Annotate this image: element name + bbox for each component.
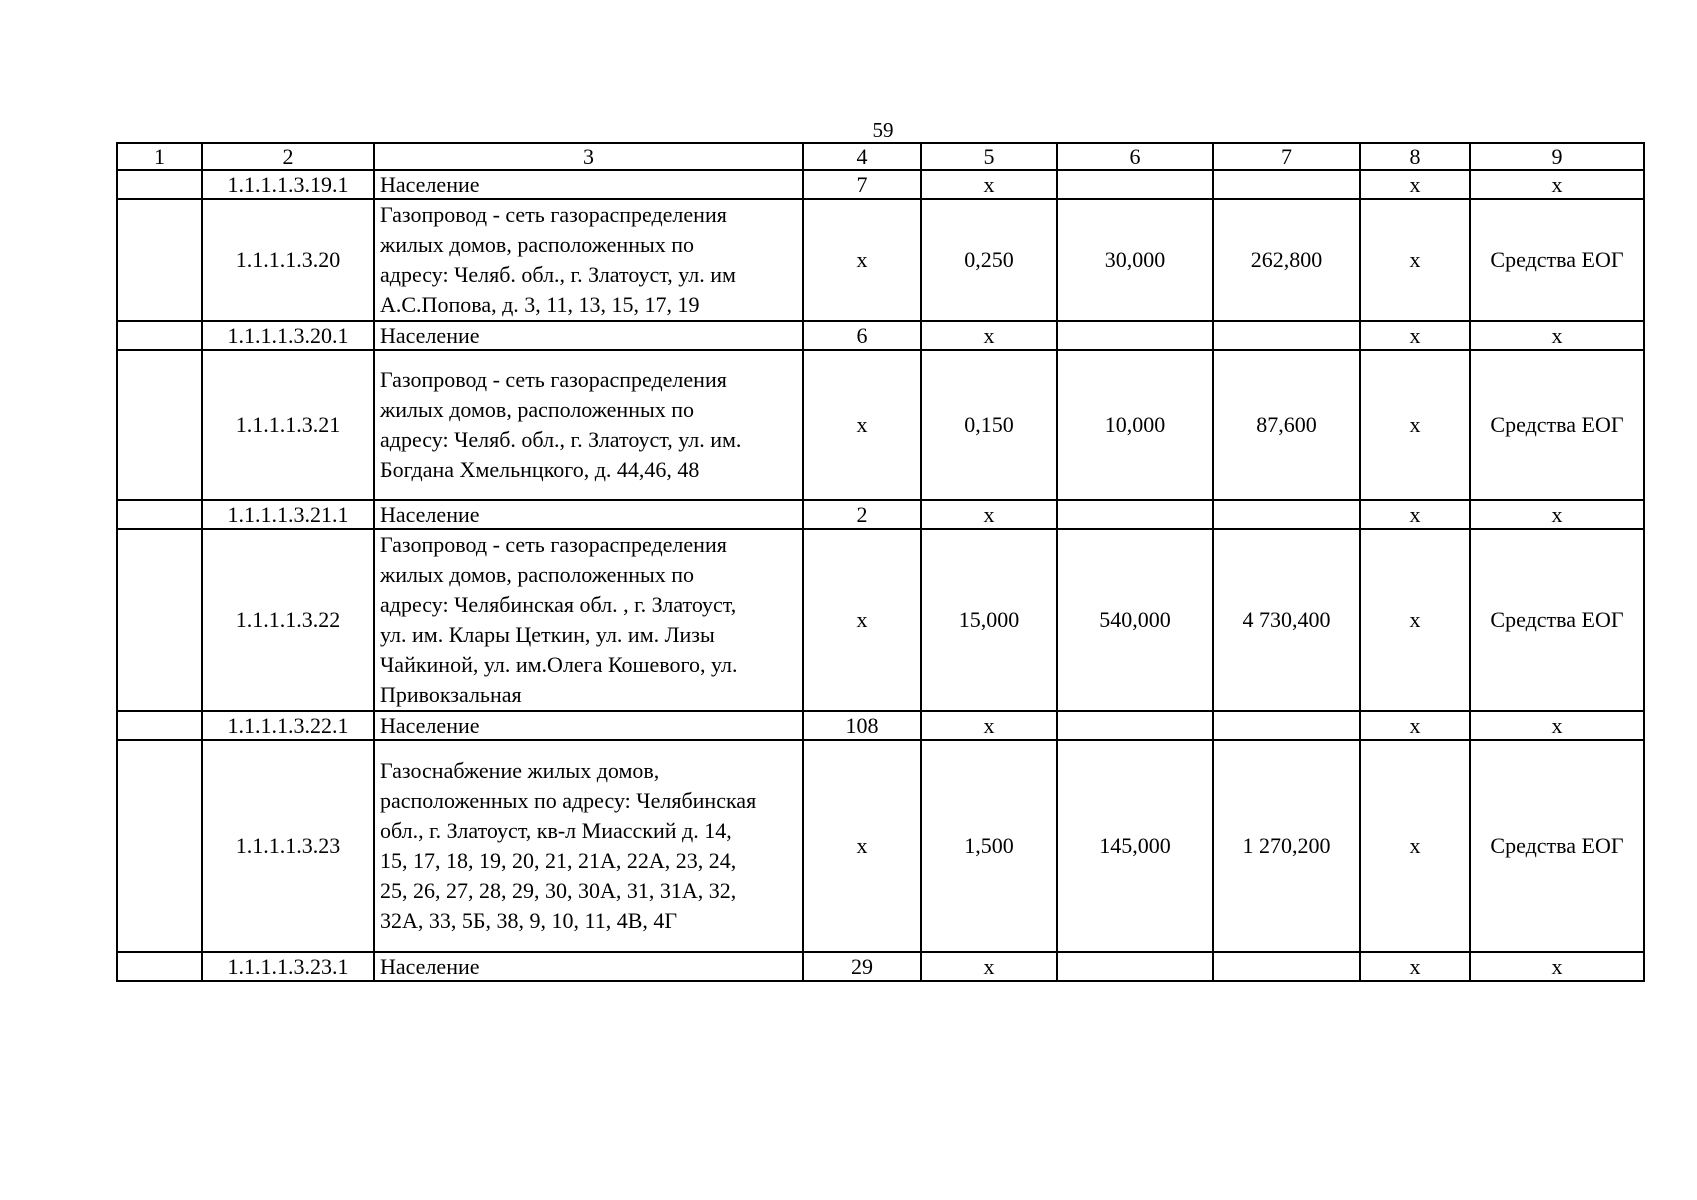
description-line: Население	[380, 953, 480, 979]
col9-cell: Средства ЕОГ	[1470, 529, 1644, 711]
table-row	[117, 321, 1644, 350]
header-cell: 8	[1360, 143, 1470, 170]
code-cell: 1.1.1.1.3.20	[202, 199, 374, 321]
col8-cell: х	[1360, 321, 1470, 350]
description-cell	[374, 170, 803, 199]
col9-cell: Средства ЕОГ	[1470, 350, 1644, 500]
col4-cell: 7	[803, 170, 921, 199]
description-line: Население	[380, 322, 480, 348]
description-line: Чайкиной, ул. им.Олега Кошевого, ул.	[380, 652, 738, 677]
header-row	[117, 143, 1644, 170]
header-cell: 9	[1470, 143, 1644, 170]
table-row	[117, 952, 1644, 981]
col6-cell: 10,000	[1057, 350, 1213, 500]
col7-cell: 4 730,400	[1213, 529, 1360, 711]
code-cell: 1.1.1.1.3.19.1	[202, 170, 374, 199]
col5-cell: х	[921, 170, 1057, 199]
data-table	[116, 142, 1645, 982]
page-number: 59	[872, 118, 894, 142]
description-cell	[374, 711, 803, 740]
col5-cell: х	[921, 500, 1057, 529]
description-line: 15, 17, 18, 19, 20, 21, 21А, 22А, 23, 24,	[380, 848, 737, 873]
description-line: Газопровод - сеть газораспределения	[380, 202, 727, 227]
table-row	[117, 529, 1644, 711]
row-number-cell	[117, 199, 202, 321]
header-cell: 6	[1057, 143, 1213, 170]
col7-cell: 87,600	[1213, 350, 1360, 500]
col7-cell	[1213, 711, 1360, 740]
description-line: Привокзальная	[380, 682, 522, 707]
description-cell	[374, 529, 803, 711]
row-number-cell	[117, 170, 202, 199]
col8-cell: х	[1360, 500, 1470, 529]
col6-cell	[1057, 170, 1213, 199]
table-row	[117, 500, 1644, 529]
code-cell: 1.1.1.1.3.23.1	[202, 952, 374, 981]
description-line: Население	[380, 501, 480, 527]
col8-cell: х	[1360, 740, 1470, 952]
col7-cell	[1213, 321, 1360, 350]
table-row	[117, 170, 1644, 199]
code-cell: 1.1.1.1.3.23	[202, 740, 374, 952]
col9-cell: Средства ЕОГ	[1470, 199, 1644, 321]
col6-cell: 30,000	[1057, 199, 1213, 321]
description-cell	[374, 350, 803, 500]
col6-cell	[1057, 500, 1213, 529]
col8-cell: х	[1360, 350, 1470, 500]
description-line: адресу: Челяб. обл., г. Златоуст, ул. им.	[380, 427, 742, 452]
description-line: расположенных по адресу: Челябинская	[380, 788, 757, 813]
header-cell: 1	[117, 143, 202, 170]
col6-cell	[1057, 321, 1213, 350]
col7-cell: 262,800	[1213, 199, 1360, 321]
description-cell	[374, 500, 803, 529]
col4-cell: х	[803, 350, 921, 500]
header-cell: 4	[803, 143, 921, 170]
col8-cell: х	[1360, 529, 1470, 711]
col9-cell: х	[1470, 952, 1644, 981]
col5-cell: 0,250	[921, 199, 1057, 321]
col4-cell: 6	[803, 321, 921, 350]
header-cell: 5	[921, 143, 1057, 170]
row-number-cell	[117, 321, 202, 350]
description-line: адресу: Челяб. обл., г. Златоуст, ул. им	[380, 262, 736, 287]
description-line: Население	[380, 171, 480, 197]
col4-cell: х	[803, 529, 921, 711]
col6-cell: 145,000	[1057, 740, 1213, 952]
col9-cell: Средства ЕОГ	[1470, 740, 1644, 952]
col4-cell: 108	[803, 711, 921, 740]
col5-cell: х	[921, 321, 1057, 350]
description-cell	[374, 952, 803, 981]
col4-cell: 2	[803, 500, 921, 529]
col9-cell: х	[1470, 711, 1644, 740]
row-number-cell	[117, 740, 202, 952]
col7-cell	[1213, 500, 1360, 529]
description-line: Газопровод - сеть газораспределения	[380, 367, 727, 392]
description-line: Население	[380, 712, 480, 738]
description-cell	[374, 199, 803, 321]
code-cell: 1.1.1.1.3.22	[202, 529, 374, 711]
col4-cell: х	[803, 199, 921, 321]
row-number-cell	[117, 711, 202, 740]
col8-cell: х	[1360, 170, 1470, 199]
header-cell: 2	[202, 143, 374, 170]
description-line: Газопровод - сеть газораспределения	[380, 532, 727, 557]
col6-cell	[1057, 952, 1213, 981]
description-line: А.С.Попова, д. 3, 11, 13, 15, 17, 19	[380, 292, 700, 317]
col5-cell: 15,000	[921, 529, 1057, 711]
col7-cell: 1 270,200	[1213, 740, 1360, 952]
header-cell: 3	[374, 143, 803, 170]
description-line: жилых домов, расположенных по	[380, 232, 695, 257]
description-line: Газоснабжение жилых домов,	[380, 758, 660, 783]
description-line: Богдана Хмельнцкого, д. 44,46, 48	[380, 457, 700, 482]
row-number-cell	[117, 952, 202, 981]
description-line: жилых домов, расположенных по	[380, 562, 695, 587]
header-cell: 7	[1213, 143, 1360, 170]
col5-cell: 1,500	[921, 740, 1057, 952]
row-number-cell	[117, 350, 202, 500]
code-cell: 1.1.1.1.3.20.1	[202, 321, 374, 350]
col8-cell: х	[1360, 952, 1470, 981]
description-line: жилых домов, расположенных по	[380, 397, 695, 422]
col8-cell: х	[1360, 711, 1470, 740]
description-cell	[374, 740, 803, 952]
col4-cell: 29	[803, 952, 921, 981]
description-line: обл., г. Златоуст, кв-л Миасский д. 14,	[380, 818, 732, 843]
description-line: адресу: Челябинская обл. , г. Златоуст,	[380, 592, 737, 617]
col8-cell: х	[1360, 199, 1470, 321]
description-line: 25, 26, 27, 28, 29, 30, 30А, 31, 31А, 32,	[380, 878, 737, 903]
col7-cell	[1213, 170, 1360, 199]
row-number-cell	[117, 529, 202, 711]
col7-cell	[1213, 952, 1360, 981]
table-row	[117, 350, 1644, 500]
col9-cell: х	[1470, 321, 1644, 350]
col9-cell: х	[1470, 500, 1644, 529]
code-cell: 1.1.1.1.3.21	[202, 350, 374, 500]
code-cell: 1.1.1.1.3.22.1	[202, 711, 374, 740]
col5-cell: 0,150	[921, 350, 1057, 500]
col6-cell: 540,000	[1057, 529, 1213, 711]
row-number-cell	[117, 500, 202, 529]
description-cell	[374, 321, 803, 350]
table-row	[117, 199, 1644, 321]
col4-cell: х	[803, 740, 921, 952]
code-cell: 1.1.1.1.3.21.1	[202, 500, 374, 529]
table-row	[117, 740, 1644, 952]
table-row	[117, 711, 1644, 740]
description-line: 32А, 33, 5Б, 38, 9, 10, 11, 4В, 4Г	[380, 908, 678, 933]
col6-cell	[1057, 711, 1213, 740]
description-line: ул. им. Клары Цеткин, ул. им. Лизы	[380, 622, 715, 647]
col5-cell: х	[921, 952, 1057, 981]
col5-cell: х	[921, 711, 1057, 740]
col9-cell: х	[1470, 170, 1644, 199]
